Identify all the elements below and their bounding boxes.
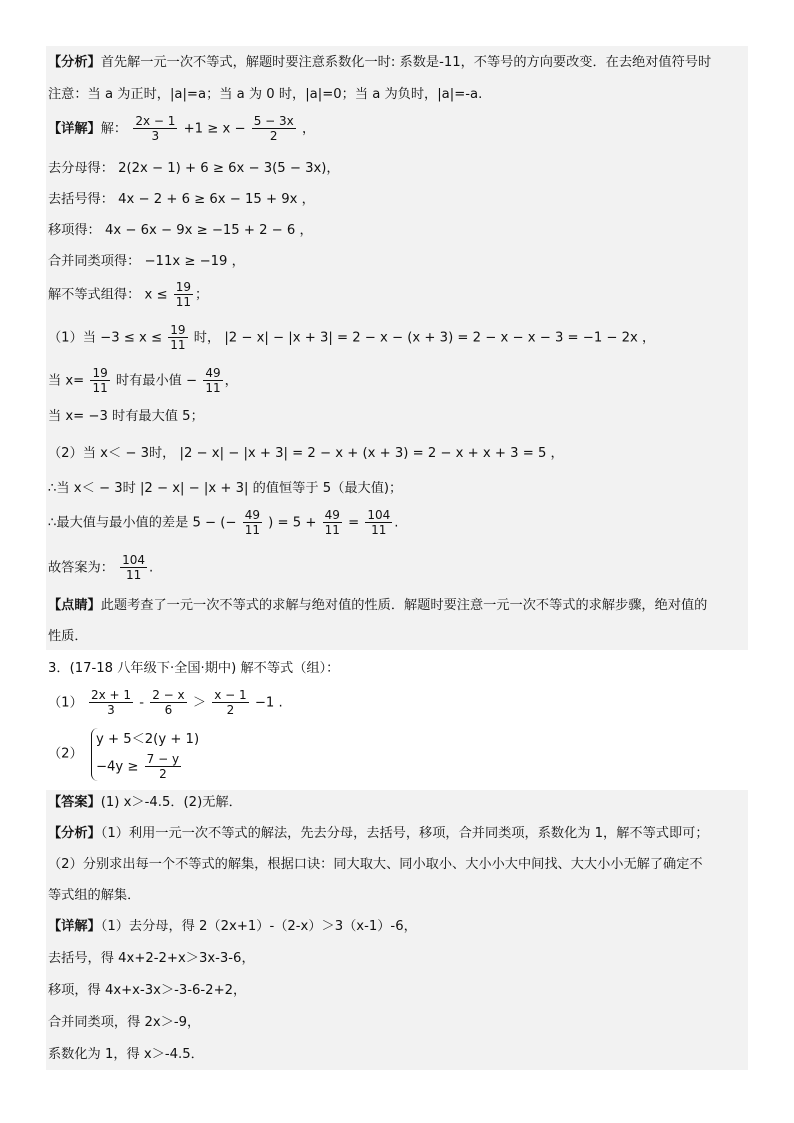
problem-3-title: 3．(17-18 八年级下·全国·期中) 解不等式（组）：	[48, 661, 340, 676]
detail-3-line-1: 【详解】（1）去分母，得 2（2x+1）-（2-x）＞3（x-1）-6，	[48, 919, 417, 934]
fraction: $\frac{19}{11}$	[175, 280, 192, 309]
detail-step-1: 去分母得： 2(2x − 1) + 6 ≥ 6x − 3(5 − 3x)，	[48, 161, 340, 176]
inequality-system: y + 5＜2(y + 1) −4y ≥ $\frac{7 - y}{2}$	[91, 728, 199, 781]
comment-line-1: 【点睛】此题考查了一元一次不等式的求解与绝对值的性质．解题时要注意一元一次不等式的求解步骤，绝对值的	[48, 598, 708, 613]
detail-line-1: 【详解】解： $\frac{2x - 1}{3}$ +1 ≥ x − $\frac{5 - 3x}{2}$ ，	[48, 114, 316, 143]
answer-tag: 【答案】	[48, 795, 101, 810]
fraction: $\frac{2 - x}{6}$	[152, 688, 185, 717]
fraction: $\frac{5 - 3x}{2}$	[253, 114, 294, 143]
analysis-tag: 【分析】	[48, 826, 101, 841]
max-value-line: 当 x= −3 时有最大值 5；	[48, 409, 204, 424]
fraction: $\frac{19}{11}$	[92, 366, 108, 395]
const-value-line: ∴当 x＜ − 3时 |2 − x| − |x + 3| 的值恒等于 5（最大值)；	[48, 481, 403, 496]
detail-3-line-5: 系数化为 1，得 x＞-4.5．	[48, 1047, 204, 1062]
analysis-3-line-3: 等式组的解集．	[48, 888, 141, 903]
case-1-line: （1）当 −3 ≤ x ≤ $\frac{19}{11}$ 时， |2 − x| − |x + 3| = 2 − x − (x + 3) = 2 − x − x − 3 = −1 − 2x ，	[48, 323, 656, 352]
fraction: $\frac{x - 1}{2}$	[214, 688, 247, 717]
analysis-3-line-1: 【分析】（1）利用一元一次不等式的解法，先去分母，去括号，移项，合并同类项，系数化为 1，解不等式即可；	[48, 826, 709, 841]
detail-3-line-4: 合并同类项，得 2x＞-9，	[48, 1015, 201, 1030]
detail-step-3: 移项得： 4x − 6x − 9x ≥ −15 + 2 − 6 ，	[48, 223, 313, 238]
detail-step-4: 合并同类项得： −11x ≥ −19 ，	[48, 254, 245, 269]
analysis-tag: 【分析】	[48, 55, 101, 70]
fraction: $\frac{2x + 1}{3}$	[90, 688, 132, 717]
problem-3-part-1: （1） $\frac{2x + 1}{3}$ - $\frac{2 - x}{6}$ ＞ $\frac{x - 1}{2}$ −1 .	[48, 688, 283, 717]
detail-3-line-2: 去括号，得 4x+2-2+x＞3x-3-6，	[48, 951, 255, 966]
detail-3-line-3: 移项，得 4x+x-3x＞-3-6-2+2，	[48, 983, 247, 998]
min-value-line: 当 x= $\frac{19}{11}$ 时有最小值 − $\frac{49}{11}$ ，	[48, 366, 238, 395]
fraction: $\frac{49}{11}$	[324, 508, 340, 537]
fraction: $\frac{104}{11}$	[367, 508, 391, 537]
detail-step-2: 去括号得： 4x − 2 + 6 ≥ 6x − 15 + 9x ，	[48, 192, 315, 207]
comment-line-2: 性质．	[48, 629, 88, 644]
fraction: $\frac{19}{11}$	[170, 323, 186, 352]
problem-3-part-2: （2） y + 5＜2(y + 1) −4y ≥ $\frac{7 - y}{2}$	[48, 728, 199, 781]
detail-tag: 【详解】	[48, 919, 101, 934]
detail-step-5: 解不等式组得： x ≤ $\frac{19}{11}$ ；	[48, 280, 209, 309]
fraction: $\frac{2x - 1}{3}$	[135, 114, 176, 143]
fraction: $\frac{49}{11}$	[244, 508, 260, 537]
difference-line: ∴最大值与最小值的差是 5 − (− $\frac{49}{11}$ ) = 5 + $\frac{49}{11}$ = $\frac{104}{11}$ .	[48, 508, 399, 537]
analysis-line-1: 【分析】首先解一元一次不等式，解题时要注意系数化一时: 系数是-11，不等号的方向要改变．在去绝对值符号时	[48, 55, 712, 70]
comment-tag: 【点睛】	[48, 598, 101, 613]
analysis-3-line-2: （2）分别求出每一个不等式的解集，根据口诀：同大取大、同小取小、大小小大中间找、大大小小无解了确定不	[48, 857, 703, 872]
case-2-line: （2）当 x＜ − 3时， |2 − x| − |x + 3| = 2 − x + (x + 3) = 2 − x + x + 3 = 5 ，	[48, 446, 564, 461]
answer-3-line: 【答案】(1) x＞-4.5．(2)无解．	[48, 795, 242, 810]
analysis-line-2: 注意：当 a 为正时，|a|=a；当 a 为 0 时，|a|=0；当 a 为负时，|a|=-a.	[48, 87, 483, 102]
answer-line: 故答案为： $\frac{104}{11}$ .	[48, 553, 154, 582]
detail-tag: 【详解】	[48, 121, 101, 137]
fraction: $\frac{104}{11}$	[122, 553, 146, 582]
fraction: $\frac{7 - y}{2}$	[146, 752, 180, 781]
fraction: $\frac{49}{11}$	[205, 366, 221, 395]
